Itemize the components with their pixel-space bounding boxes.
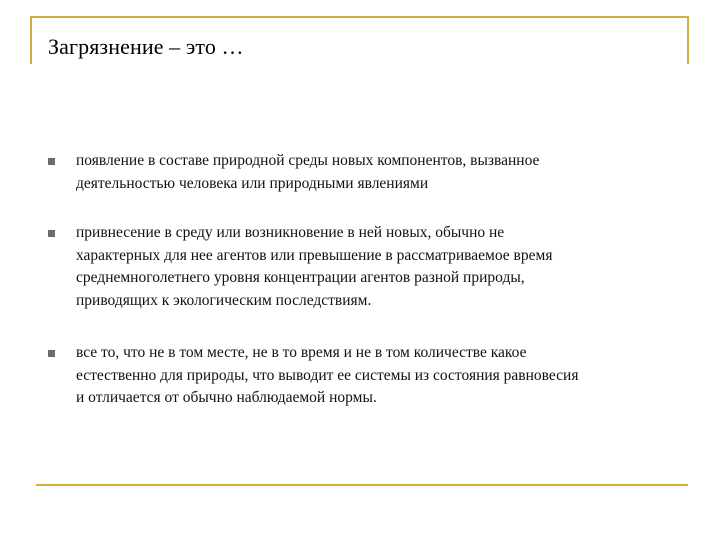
bullet-text [76,222,676,312]
bullet-line: приводящих к экологическим последствиям. [76,291,372,309]
bullet-line: естественно для природы, что выводит ее системы из состояния равновесия [76,366,579,384]
bullet-text [76,342,676,410]
bullet-line: характерных для нее агентов или превышение в рассматриваемое время [76,246,553,264]
bottom-divider [36,484,688,486]
bullet-line: и отличается от обычно наблюдаемой нормы. [76,389,377,406]
square-bullet-icon [48,230,55,237]
slide-title: Загрязнение – это … [48,34,244,59]
bullet-line: деятельностью человека или природными явлениями [76,174,429,192]
bullet-text [76,150,676,195]
bullet-line: появление в составе природной среды новых компонентов, вызванное [76,152,540,169]
bullet-line: все то, что не в том месте, не в то время и не в том количестве какое [76,344,527,361]
bullet-line: привнесение в среду или возникновение в ней новых, обычно не [76,224,505,241]
square-bullet-icon [48,350,55,357]
bullet-line: среднемноголетнего уровня концентрации агентов разной природы, [76,269,525,286]
square-bullet-icon [48,158,55,165]
